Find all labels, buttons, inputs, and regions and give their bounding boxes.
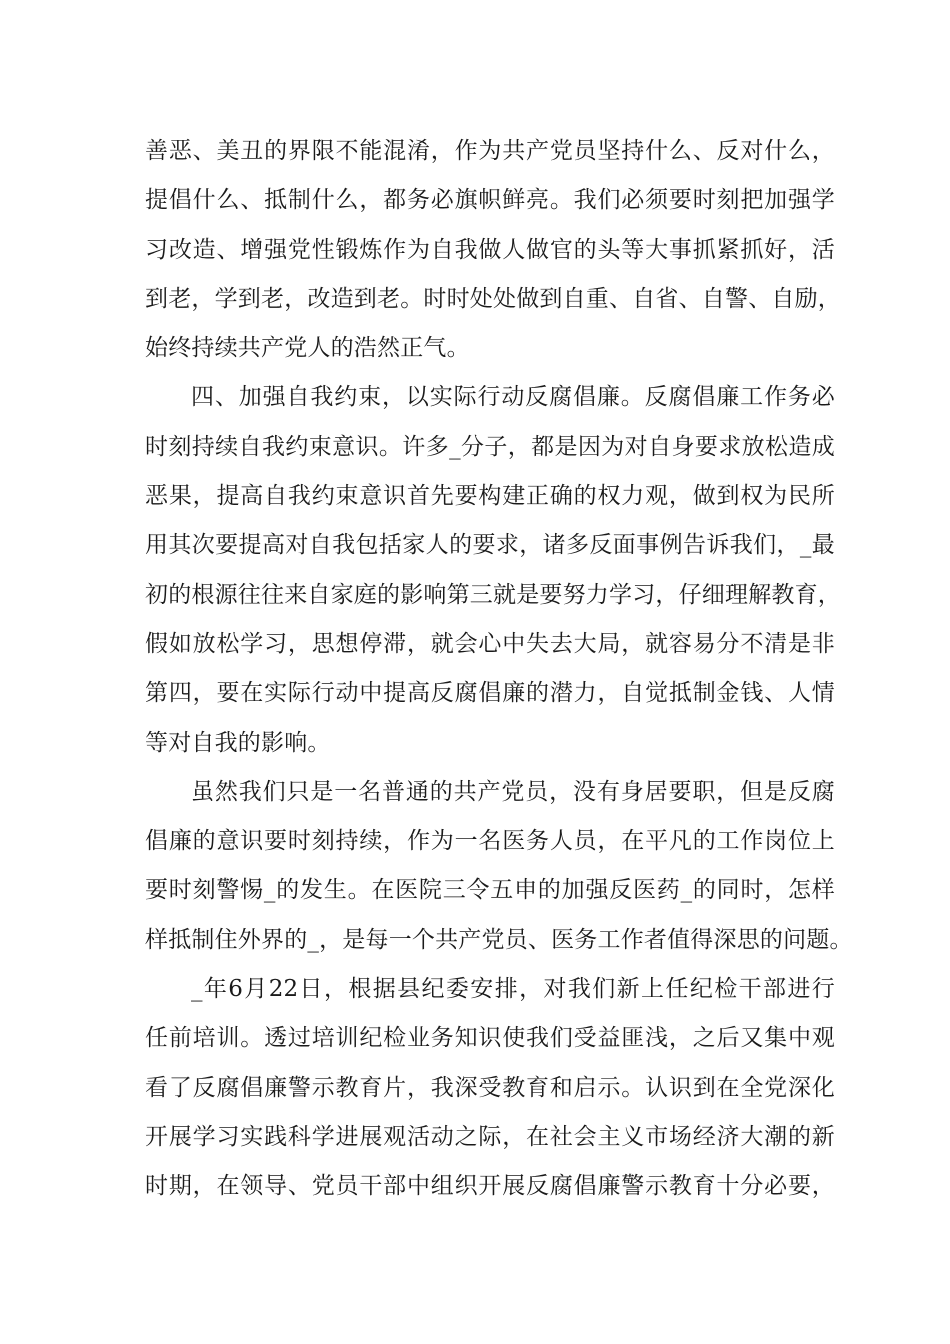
text-line: 样抵制住外界的_，是每一个共产党员、医务工作者值得深思的问题。 bbox=[145, 926, 853, 953]
text-line: 等对自我的影响。 bbox=[145, 729, 331, 756]
text-line: 第四，要在实际行动中提高反腐倡廉的潜力，自觉抵制金钱、人情 bbox=[145, 680, 835, 707]
text-line: 时刻持续自我约束意识。许多_分子，都是因为对自身要求放松造成 bbox=[145, 433, 835, 460]
text-line: 倡廉的意识要时刻持续，作为一名医务人员，在平凡的工作岗位上 bbox=[145, 828, 835, 855]
text-line: 初的根源往往来自家庭的影响第三就是要努力学习，仔细理解教育， bbox=[145, 581, 841, 608]
paragraph-start-line: 四、加强自我约束，以实际行动反腐倡廉。反腐倡廉工作务必 bbox=[191, 384, 835, 411]
text-line: 开展学习实践科学进展观活动之际，在社会主义市场经济大潮的新 bbox=[145, 1123, 835, 1150]
body-text bbox=[145, 127, 853, 1212]
text-line: 始终持续共产党人的浩然正气。 bbox=[145, 335, 470, 362]
text-line: 要时刻警惕_的发生。在医院三令五申的加强反医药_的同时，怎样 bbox=[145, 877, 835, 904]
text-line: 任前培训。透过培训纪检业务知识使我们受益匪浅，之后又集中观 bbox=[145, 1025, 835, 1052]
text-line: 看了反腐倡廉警示教育片，我深受教育和启示。认识到在全党深化 bbox=[145, 1074, 835, 1101]
text-line: 提倡什么、抵制什么，都务必旗帜鲜亮。我们必须要时刻把加强学 bbox=[145, 187, 835, 214]
text-line: 习改造、增强党性锻炼作为自我做人做官的头等大事抓紧抓好，活 bbox=[145, 236, 835, 263]
text-line: 用其次要提高对自我包括家人的要求，诸多反面事例告诉我们，_最 bbox=[145, 532, 835, 559]
paragraph-start-line: _年6月22日，根据县纪委安排，对我们新上任纪检干部进行 bbox=[191, 976, 835, 1003]
text-line: 恶果，提高自我约束意识首先要构建正确的权力观，做到权为民所 bbox=[145, 483, 835, 510]
text-line: 时期，在领导、党员干部中组织开展反腐倡廉警示教育十分必要， bbox=[145, 1173, 835, 1200]
paragraph-start-line: 虽然我们只是一名普通的共产党员，没有身居要职，但是反腐 bbox=[191, 778, 835, 805]
text-line: 善恶、美丑的界限不能混淆，作为共产党员坚持什么、反对什么， bbox=[145, 138, 835, 164]
text-line: 到老，学到老，改造到老。时时处处做到自重、自省、自警、自励， bbox=[145, 285, 841, 312]
text-line: 假如放松学习，思想停滞，就会心中失去大局，就容易分不清是非 bbox=[145, 630, 835, 657]
